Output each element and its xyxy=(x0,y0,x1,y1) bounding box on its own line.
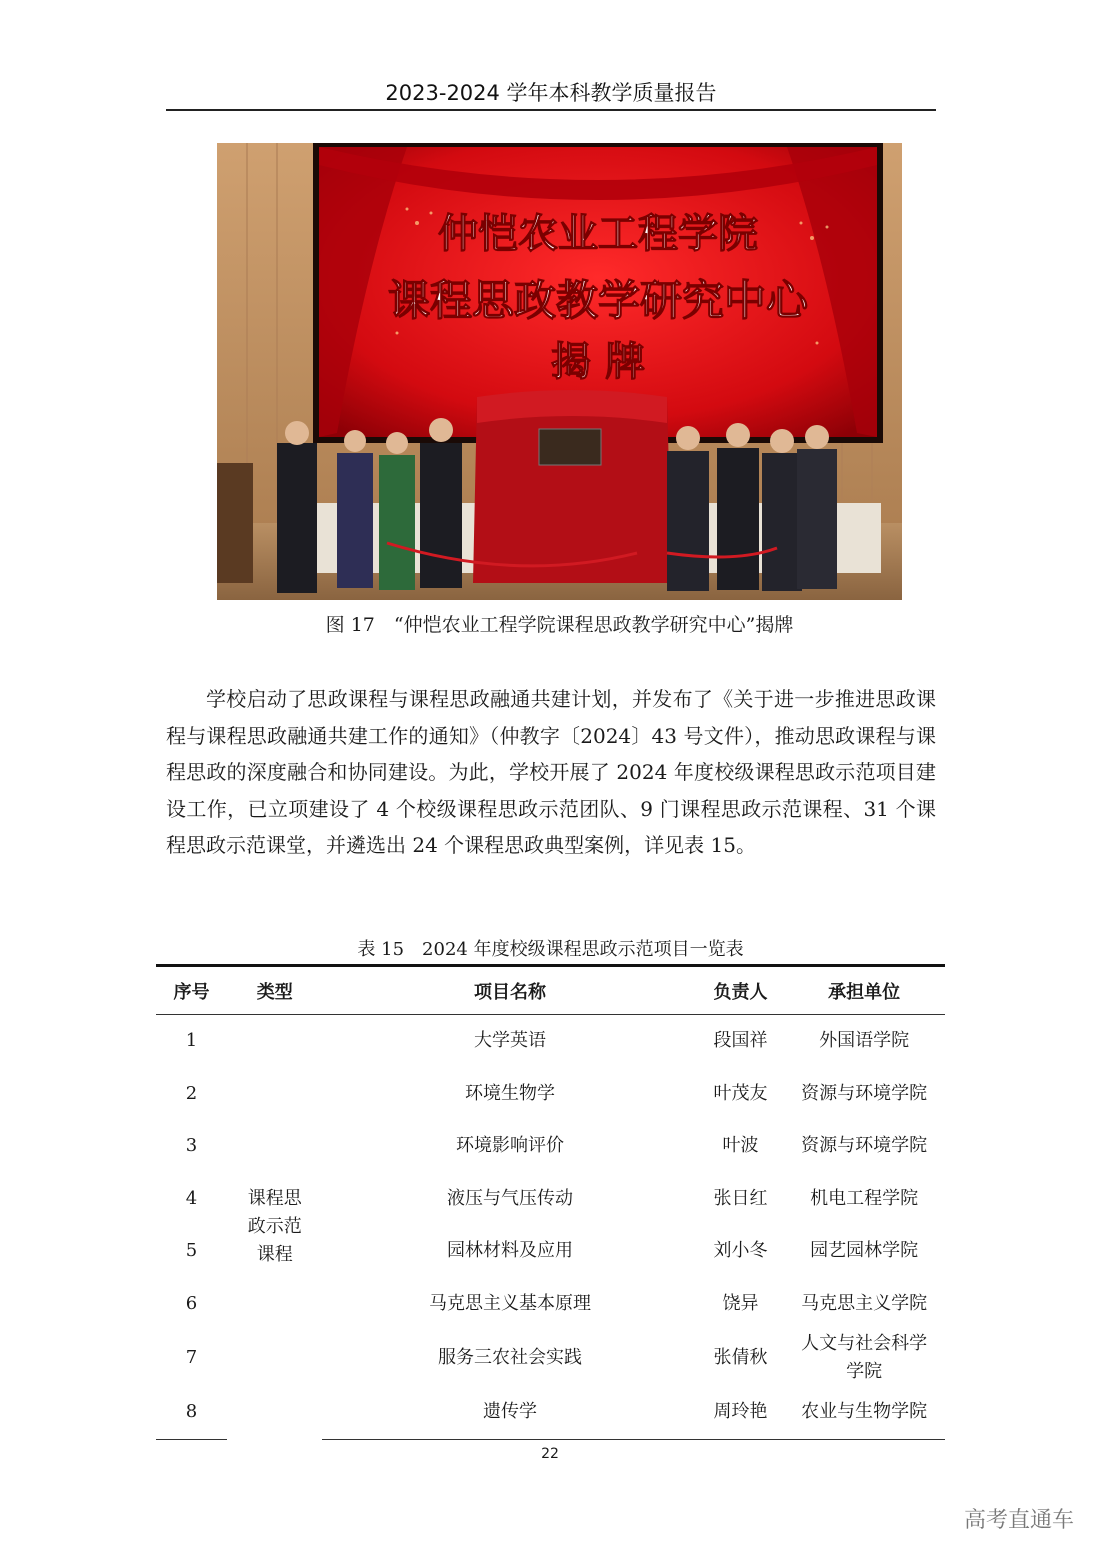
figure-caption: 图 17 “仲恺农业工程学院课程思政教学研究中心”揭牌 xyxy=(325,614,794,636)
cell-leader: 段国祥 xyxy=(713,1030,768,1052)
screen-text-line1: 仲恺农业工程学院 xyxy=(438,211,758,257)
page-number: 22 xyxy=(541,1446,559,1462)
cell-unit: 资源与环境学院 xyxy=(801,1082,928,1104)
cell-no: 1 xyxy=(185,1030,198,1052)
header-unit: 承担单位 xyxy=(783,966,945,1015)
cell-unit: 园艺园林学院 xyxy=(810,1240,919,1262)
cell-project-name: 园林材料及应用 xyxy=(447,1240,574,1262)
cell-no: 6 xyxy=(185,1292,198,1314)
cell-unit: 马克思主义学院 xyxy=(801,1292,928,1314)
cell-no: 3 xyxy=(185,1135,198,1157)
header-rule xyxy=(166,109,936,111)
cell-unit xyxy=(783,1330,945,1386)
cell-project-name: 液压与气压传动 xyxy=(447,1187,574,1209)
cell-leader: 张倩秋 xyxy=(713,1347,768,1368)
screen-text-line2: 课程思政教学研究中心 xyxy=(387,276,809,325)
table-row xyxy=(156,1015,945,1068)
header-no: 序号 xyxy=(156,966,227,1015)
cell-leader: 叶茂友 xyxy=(713,1082,768,1104)
cell-no: 8 xyxy=(156,1386,227,1439)
page-header: 2023-2024 学年本科教学质量报告 xyxy=(385,81,717,105)
cell-unit: 资源与环境学院 xyxy=(801,1135,928,1157)
cell-no: 7 xyxy=(185,1347,198,1368)
type-label: 课程思政示范课程 xyxy=(247,1188,302,1265)
screen-text-line3: 揭 牌 xyxy=(551,339,645,385)
header-type: 类型 xyxy=(227,966,322,1015)
cell-project-name: 环境生物学 xyxy=(465,1082,556,1104)
header-project-name: 项目名称 xyxy=(322,966,697,1015)
cell-no: 2 xyxy=(185,1082,198,1104)
table-header-row xyxy=(156,966,945,1015)
project-table xyxy=(156,964,945,1440)
cell-project-name: 遗传学 xyxy=(322,1386,697,1439)
body-paragraph: 学校启动了思政课程与课程思政融通共建计划，并发布了《关于进一步推进思政课程与课程思政融通共建工作的通知》（仲教字〔2024〕43 号文件），推动思政课程与课程思政的深度融合和协同建设。为此，学校开展了 2024 年度校级课程思政示范项目建设工作，已立项建设了 4 个校级课程思政示范团队、9 门课程思政示范课程、31 个课程思政示范课堂，并遴选出 24 个课程思政典型案例，详见表 15。 xyxy=(166,687,936,858)
cell-leader: 饶异 xyxy=(722,1292,759,1314)
cell-no: 5 xyxy=(185,1240,198,1262)
cell-unit: 机电工程学院 xyxy=(810,1187,919,1209)
cell-unit: 外国语学院 xyxy=(819,1030,910,1052)
table-caption: 表 15 2024 年度校级课程思政示范项目一览表 xyxy=(357,939,744,960)
ceremony-photo xyxy=(217,143,902,600)
cell-leader: 刘小冬 xyxy=(713,1240,768,1262)
cell-unit: 农业与生物学院 xyxy=(783,1386,945,1439)
cell-project-name: 环境影响评价 xyxy=(456,1135,565,1157)
cell-type xyxy=(227,1015,322,1440)
watermark: 高考直通车 xyxy=(963,1508,1074,1533)
cell-project-name: 服务三农社会实践 xyxy=(438,1347,583,1368)
cell-leader: 叶波 xyxy=(722,1135,759,1157)
cell-leader: 张日红 xyxy=(713,1187,768,1209)
cell-project-name: 大学英语 xyxy=(474,1030,547,1052)
cell-leader: 周玲艳 xyxy=(698,1386,784,1439)
header-leader: 负责人 xyxy=(698,966,784,1015)
cell-no: 4 xyxy=(185,1187,198,1209)
unit-text: 人文与社会科学学院 xyxy=(801,1333,928,1382)
cell-project-name: 马克思主义基本原理 xyxy=(429,1292,592,1314)
